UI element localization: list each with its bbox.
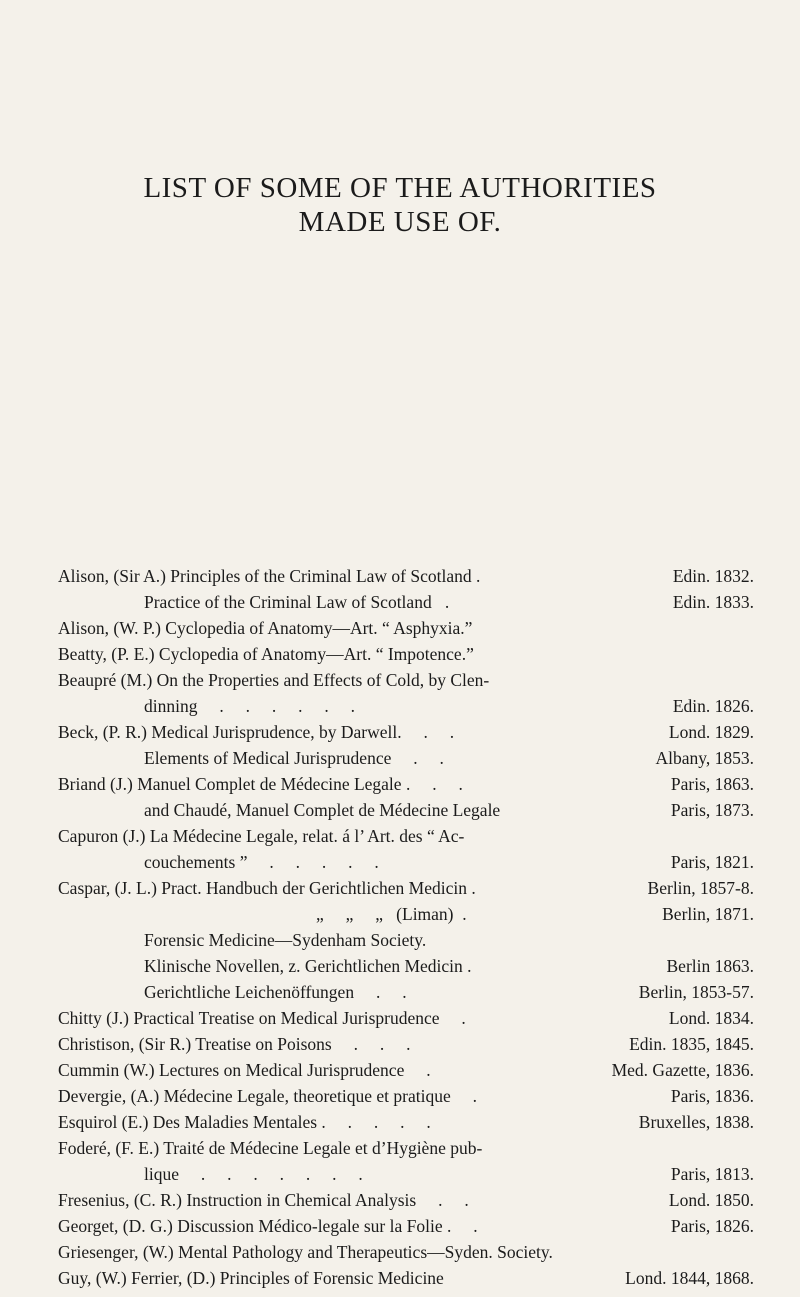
entry-place-date: Paris, 1826.	[670, 1216, 754, 1236]
list-item	[0, 1057, 800, 1083]
list-item	[0, 979, 800, 1005]
list-item	[0, 1213, 800, 1239]
entry-text: Capuron (J.) La Médecine Legale, relat. á l’ Art. des “ Ac-	[58, 826, 465, 846]
entry-text: Beatty, (P. E.) Cyclopedia of Anatomy—Art. “ Impotence.”	[58, 644, 474, 664]
entry-place-date: Edin. 1832.	[672, 566, 754, 586]
entry-place-date: Lond. 1844, 1868.	[625, 1268, 754, 1288]
entry-place-date: Paris, 1863.	[670, 774, 754, 794]
entry-text: and Chaudé, Manuel Complet de Médecine Legale	[144, 800, 501, 820]
list-item	[0, 563, 800, 589]
entry-place-date: Edin. 1835, 1845.	[629, 1034, 754, 1054]
entry-text: Fresenius, (C. R.) Instruction in Chemical Analysis . .	[58, 1190, 469, 1210]
page-title-line-1: LIST OF SOME OF THE AUTHORITIES	[143, 172, 657, 204]
list-item	[0, 745, 800, 771]
entry-place-date: Berlin, 1857-8.	[647, 878, 754, 898]
entry-text: lique . . . . . . .	[144, 1164, 363, 1184]
entry-place-date: Bruxelles, 1838.	[638, 1112, 754, 1132]
entry-text: „ „ „ (Liman) .	[316, 904, 467, 924]
entry-place-date: Paris, 1821.	[670, 852, 754, 872]
entry-text: Alison, (W. P.) Cyclopedia of Anatomy—Art. “ Asphyxia.”	[58, 618, 473, 638]
entry-text: Chitty (J.) Practical Treatise on Medical Jurisprudence .	[58, 1008, 466, 1028]
entry-text: Guy, (W.) Ferrier, (D.) Principles of Forensic Medicine	[58, 1268, 444, 1288]
entry-place-date: Edin. 1833.	[672, 592, 754, 612]
entry-text: Klinische Novellen, z. Gerichtlichen Medicin .	[144, 956, 472, 976]
entry-text: Briand (J.) Manuel Complet de Médecine Legale . . .	[58, 774, 463, 794]
list-item	[0, 641, 800, 667]
entry-place-date: Paris, 1836.	[670, 1086, 754, 1106]
entry-place-date: Lond. 1850.	[668, 1190, 754, 1210]
entry-text: Forensic Medicine—Sydenham Society.	[144, 930, 427, 950]
entry-place-date: Paris, 1813.	[670, 1164, 754, 1184]
entry-text: Alison, (Sir A.) Principles of the Criminal Law of Scotland .	[58, 566, 481, 586]
entry-text: Gerichtliche Leichenöffungen . .	[144, 982, 407, 1002]
list-item	[0, 615, 800, 641]
entry-text: Griesenger, (W.) Mental Pathology and Therapeutics—Syden. Society.	[58, 1242, 553, 1262]
list-item	[0, 1161, 800, 1187]
list-item	[0, 953, 800, 979]
list-item	[0, 1109, 800, 1135]
list-item	[0, 1135, 800, 1161]
entry-place-date: Berlin 1863.	[666, 956, 754, 976]
entry-place-date: Lond. 1834.	[668, 1008, 754, 1028]
list-item	[0, 797, 800, 823]
list-item	[0, 667, 800, 693]
entry-text: Georget, (D. G.) Discussion Médico-legale sur la Folie . .	[58, 1216, 478, 1236]
list-item	[0, 1239, 800, 1265]
entry-text: Beaupré (M.) On the Properties and Effects of Cold, by Clen-	[58, 670, 490, 690]
entry-text: Devergie, (A.) Médecine Legale, theoretique et pratique .	[58, 1086, 478, 1106]
entry-text: Beck, (P. R.) Medical Jurisprudence, by Darwell. . .	[58, 722, 455, 742]
entry-place-date: Berlin, 1871.	[662, 904, 754, 924]
list-item	[0, 1083, 800, 1109]
entry-text: Cummin (W.) Lectures on Medical Jurisprudence .	[58, 1060, 431, 1080]
list-item	[0, 1031, 800, 1057]
entry-text: Caspar, (J. L.) Pract. Handbuch der Gerichtlichen Medicin .	[58, 878, 476, 898]
entry-place-date: Berlin, 1853-57.	[638, 982, 754, 1002]
entry-text: dinning . . . . . .	[144, 696, 355, 716]
list-item	[0, 823, 800, 849]
entry-text: Esquirol (E.) Des Maladies Mentales . . . . .	[58, 1112, 431, 1132]
entry-text: Christison, (Sir R.) Treatise on Poisons . . .	[58, 1034, 411, 1054]
list-item	[0, 693, 800, 719]
list-item	[0, 901, 800, 927]
list-item	[0, 1005, 800, 1031]
list-item	[0, 849, 800, 875]
entry-text: Elements of Medical Jurisprudence . .	[144, 748, 444, 768]
list-item	[0, 875, 800, 901]
page-title-line-2: MADE USE OF.	[298, 206, 502, 238]
list-item	[0, 771, 800, 797]
list-item	[0, 927, 800, 953]
entry-text: Practice of the Criminal Law of Scotland .	[144, 592, 450, 612]
entry-text: Foderé, (F. E.) Traité de Médecine Legale et d’Hygiène pub-	[58, 1138, 483, 1158]
entry-place-date: Med. Gazette, 1836.	[611, 1060, 754, 1080]
list-item	[0, 589, 800, 615]
list-item	[0, 1187, 800, 1213]
entry-place-date: Edin. 1826.	[672, 696, 754, 716]
entry-text: couchements ” . . . . .	[144, 852, 379, 872]
entry-place-date: Paris, 1873.	[670, 800, 754, 820]
list-item	[0, 1265, 800, 1291]
entry-place-date: Lond. 1829.	[668, 722, 754, 742]
list-item	[0, 719, 800, 745]
entry-place-date: Albany, 1853.	[655, 748, 754, 768]
